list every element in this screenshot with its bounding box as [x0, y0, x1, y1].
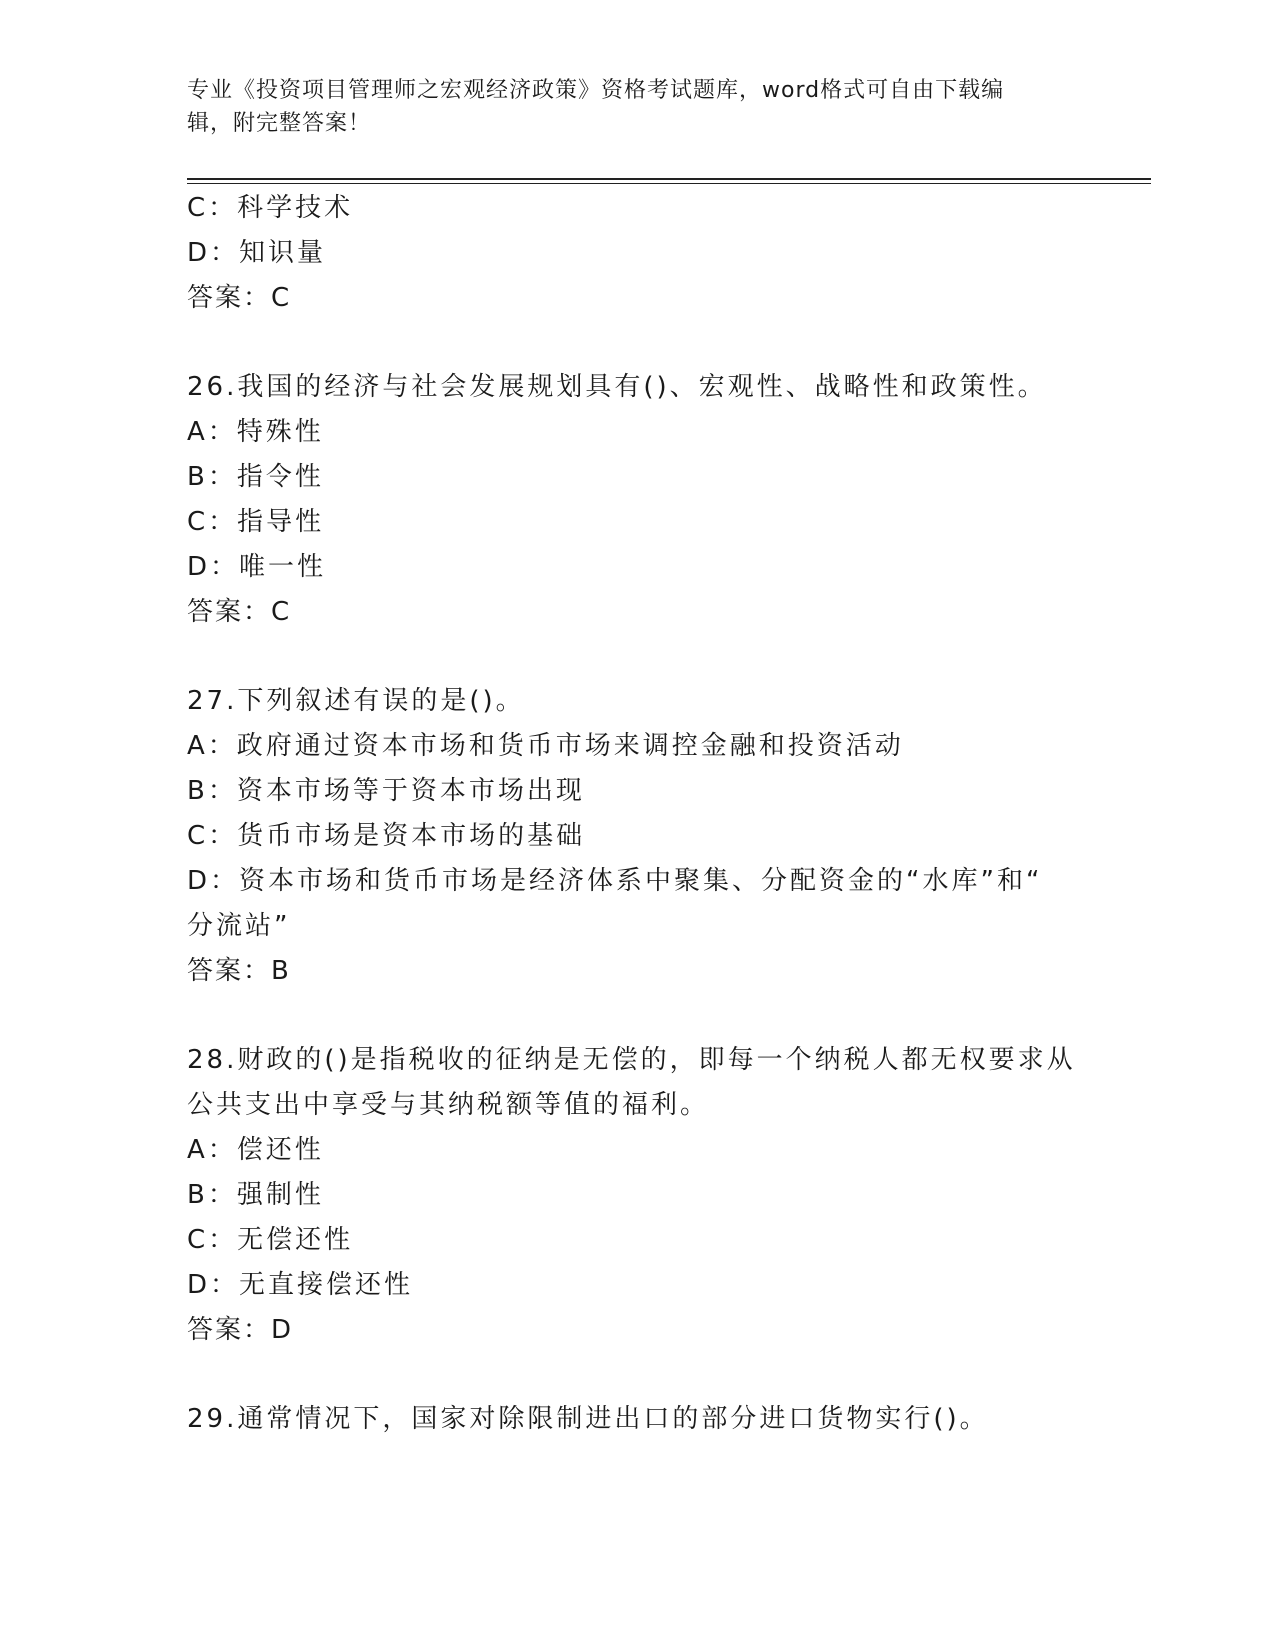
- question-stem: 29.通常情况下，国家对除限制进出口的部分进口货物实行()。: [187, 1404, 989, 1434]
- question-stem-continuation: 公共支出中享受与其纳税额等值的福利。: [187, 1090, 710, 1120]
- option-line-continuation: 分流站”: [187, 911, 291, 941]
- option-line: A：偿还性: [187, 1135, 324, 1165]
- option-line: C：无偿还性: [187, 1225, 354, 1255]
- document-header: [187, 74, 1067, 140]
- option-line: C：货币市场是资本市场的基础: [187, 821, 586, 851]
- header-divider: [187, 183, 1151, 184]
- option-line: B：指令性: [187, 462, 324, 492]
- question-stem: 28.财政的()是指税收的征纳是无偿的，即每一个纳税人都无权要求从: [187, 1045, 1076, 1075]
- option-line: A：特殊性: [187, 417, 324, 447]
- answer-line: 答案：C: [187, 283, 292, 313]
- header-line: 专业《投资项目管理师之宏观经济政策》资格考试题库，word格式可自由下载编: [187, 78, 1005, 103]
- option-line: C：科学技术: [187, 193, 354, 223]
- answer-line: 答案：C: [187, 597, 292, 627]
- option-line: D：知识量: [187, 238, 327, 268]
- question-stem: 27.下列叙述有误的是()。: [187, 686, 525, 716]
- answer-line: 答案：B: [187, 956, 291, 986]
- option-line: D：资本市场和货币市场是经济体系中聚集、分配资金的“水库”和“: [187, 866, 1043, 896]
- question-stem: 26.我国的经济与社会发展规划具有()、宏观性、战略性和政策性。: [187, 372, 1047, 402]
- option-line: D：无直接偿还性: [187, 1270, 414, 1300]
- option-line: B：强制性: [187, 1180, 324, 1210]
- answer-line: 答案：D: [187, 1315, 294, 1345]
- option-line: B：资本市场等于资本市场出现: [187, 776, 585, 806]
- header-divider: [187, 178, 1151, 180]
- option-line: C：指导性: [187, 507, 325, 537]
- option-line: D：唯一性: [187, 552, 327, 582]
- option-line: A：政府通过资本市场和货币市场来调控金融和投资活动: [187, 731, 904, 761]
- header-line: 辑，附完整答案！: [187, 111, 372, 136]
